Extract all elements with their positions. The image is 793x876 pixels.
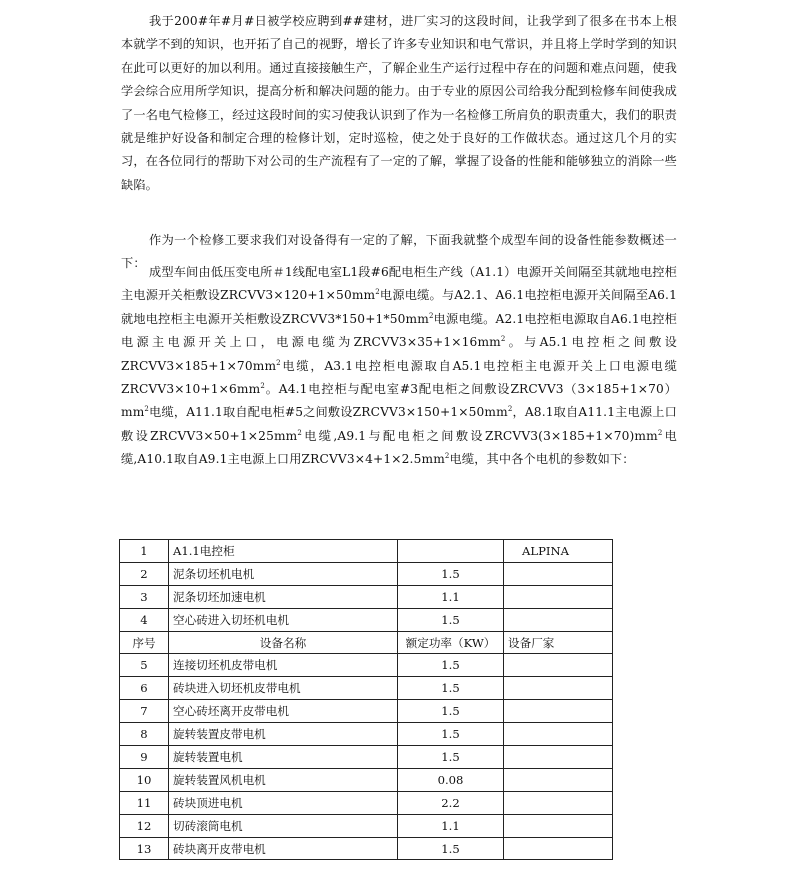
table-cell-index: 13	[120, 837, 169, 860]
table-cell-power: 0.08	[398, 768, 504, 791]
table-cell-power: 1.5	[398, 700, 504, 723]
table-cell-power: 1.5	[398, 677, 504, 700]
table-cell-name: 设备名称	[169, 631, 398, 654]
table-cell-name: 旋转装置皮带电机	[169, 723, 398, 746]
table-cell-index: 9	[120, 746, 169, 769]
table-cell-index: 8	[120, 723, 169, 746]
table-cell-name: 砖块顶进电机	[169, 791, 398, 814]
table-row	[120, 837, 613, 860]
table-cell-name: 砖块进入切坯机皮带电机	[169, 677, 398, 700]
table-cell-name: 砖块离开皮带电机	[169, 837, 398, 860]
table-cell-maker	[504, 677, 613, 700]
paragraph-cables: 成型车间由低压变电所＃1线配电室L1段#6配电柜生产线（A1.1）电源开关间隔至其就地电控柜主电源开关柜敷设$ZRCVV3\times 120+1\times 50mm^2$电源电缆。与A2.1、A6.1电控柜电源开关间隔至A6.1就地电控柜主电源开关柜敷设$ZRCVV3*150+1*50mm^2$电源电缆。A2.1电控柜电源取自A6.1电控柜电源主电源开关上口，电源电缆为$ZRCVV3\times 35+1\times 16mm^2$。与A5.1电控柜之间敷设$ZRCVV3\times 185+1\times 70mm^2$电缆，A3.1电控柜电源取自A5.1电控柜主电源开关上口电源电缆$ZRCVV3\times 10+1\times 6mm^2$。A4.1电控柜与配电室#3配电柜之间敷设$ZRCVV3(3\times 185+1\times 70)mm^2$电缆，A11.1取自配电柜#5之间敷设$ZRCVV3\times 150+1\times 50mm^2$，A8.1取自A11.1主电源上口敷设$ZRCVV3\times 50+1\times 25mm^2$电缆,A9.1与配电柜之间敷设$ZRCVV3(3\times 185+1\times 70)mm^2$电缆,A10.1取自A9.1主电源上口用$ZRCVV3\times 4+1\times 2.5mm^2$电缆，其中各个电机的参数如下：	[121, 265, 678, 467]
table-row	[120, 608, 613, 631]
table-body	[120, 540, 613, 860]
table-cell-index: 3	[120, 585, 169, 608]
table-header-row	[120, 631, 613, 654]
table-cell-power: 1.1	[398, 585, 504, 608]
table-cell-maker	[504, 608, 613, 631]
table-cell-maker	[504, 654, 613, 677]
table-cell-maker	[504, 723, 613, 746]
table-row	[120, 746, 613, 769]
table-cell-maker	[504, 791, 613, 814]
table-cell-name: A1.1电控柜	[169, 540, 398, 563]
table-row	[120, 654, 613, 677]
table-cell-index: 5	[120, 654, 169, 677]
table-row	[120, 585, 613, 608]
table-cell-power: 1.5	[398, 723, 504, 746]
table-row	[120, 677, 613, 700]
table-row	[120, 562, 613, 585]
table-cell-maker	[504, 768, 613, 791]
table-cell-index: 12	[120, 814, 169, 837]
table-row	[120, 700, 613, 723]
table-row	[120, 723, 613, 746]
table-cell-maker: ALPINA	[504, 540, 613, 563]
motor-parameter-table	[119, 539, 613, 860]
table-cell-index: 2	[120, 562, 169, 585]
table-cell-index: 4	[120, 608, 169, 631]
table-row	[120, 540, 613, 563]
paragraph-overview: 作为一个检修工要求我们对设备得有一定的了解，下面我就整个成型车间的设备性能参数概述一下：	[121, 233, 677, 271]
table-cell-maker	[504, 814, 613, 837]
paragraph-intro: 我于200#年#月#日被学校应聘到##建材，进厂实习的这段时间，让我学到了很多在书本上根本就学不到的知识，也开拓了自己的视野，增长了许多专业知识和电气常识，并且将上学时学到的知识在此可以更好的加以利用。通过直接接触生产，了解企业生产运行过程中存在的问题和难点问题，使我学会综合应用所学知识，提高分析和解决问题的能力。由于专业的原因公司给我分配到检修车间使我成了一名电气检修工，经过这段时间的实习使我认识到了作为一名检修工所肩负的职责重大，我们的职责就是维护好设备和制定合理的检修计划，定时巡检，使之处于良好的工作做状态。通过这几个月的实习，在各位同行的帮助下对公司的生产流程有了一定的了解，掌握了设备的性能和能够独立的消除一些缺陷。	[121, 14, 677, 192]
table-cell-index: 6	[120, 677, 169, 700]
table-row	[120, 768, 613, 791]
table-cell-power: 1.5	[398, 608, 504, 631]
table-cell-name: 空心砖坯离开皮带电机	[169, 700, 398, 723]
table-row	[120, 791, 613, 814]
table-cell-index: 序号	[120, 631, 169, 654]
table-cell-index: 10	[120, 768, 169, 791]
table-cell-power: 1.1	[398, 814, 504, 837]
table-cell-index: 11	[120, 791, 169, 814]
table-cell-maker	[504, 746, 613, 769]
table-cell-name: 旋转装置风机电机	[169, 768, 398, 791]
table-cell-power: 1.5	[398, 654, 504, 677]
table-cell-index: 7	[120, 700, 169, 723]
table-cell-maker: 设备厂家	[504, 631, 613, 654]
table-cell-power: 1.5	[398, 746, 504, 769]
table-row	[120, 814, 613, 837]
table-cell-power	[398, 540, 504, 563]
table-cell-maker	[504, 562, 613, 585]
table-cell-maker	[504, 837, 613, 860]
table-cell-power: 额定功率（KW）	[398, 631, 504, 654]
table-cell-name: 空心砖进入切坯机电机	[169, 608, 398, 631]
table-cell-name: 连接切坯机皮带电机	[169, 654, 398, 677]
table-cell-name: 泥条切坯加速电机	[169, 585, 398, 608]
table-cell-maker	[504, 700, 613, 723]
table-cell-maker	[504, 585, 613, 608]
table-cell-name: 旋转装置电机	[169, 746, 398, 769]
table-cell-name: 泥条切坯机电机	[169, 562, 398, 585]
table-cell-name: 切砖滚筒电机	[169, 814, 398, 837]
table-cell-power: 1.5	[398, 562, 504, 585]
table-cell-power: 2.2	[398, 791, 504, 814]
table-cell-index: 1	[120, 540, 169, 563]
table-cell-power: 1.5	[398, 837, 504, 860]
